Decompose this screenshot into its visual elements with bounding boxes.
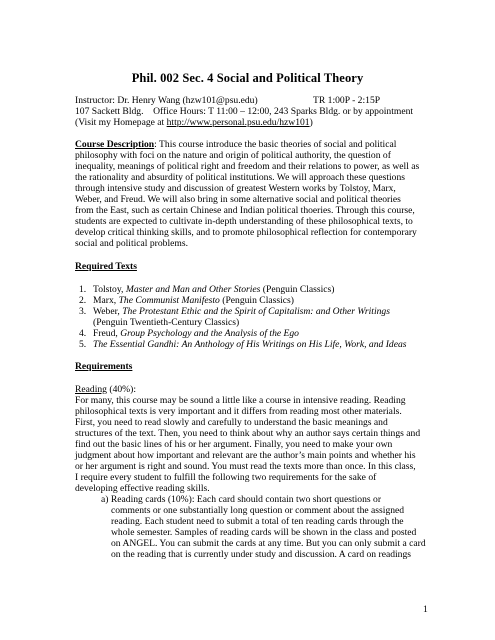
- description-line-4: the rationality and absurdity of political institutions. We will approach these questions: [75, 172, 405, 183]
- reading-line-8: I require every student to fulfill the following two requirements for the sake of: [75, 472, 377, 483]
- homepage-link[interactable]: http://www.personal.psu.edu/hzw101: [166, 117, 310, 128]
- description-line-2: philosophy with foci on the nature and origin of political authority, the question of: [75, 150, 391, 161]
- description-line-9: develop critical thinking skills, and to promote philosophical reflection for contemporary: [75, 227, 417, 238]
- description-line-7: from the East, such as certain Chinese and Indian political thoeries. Through this course,: [75, 205, 415, 216]
- reading-line-9: developing effective reading skills.: [75, 483, 210, 494]
- reading-line-2: philosophical texts is very important and it differs from reading most other materials.: [75, 406, 402, 417]
- list-number: 5.: [79, 339, 87, 350]
- reading-line-5: find out the basic lines of his or her argument. Finally, you need to make your own: [75, 439, 393, 450]
- description-line-5: through intensive study and discussion of greatest Western works by Tolstoy, Marx,: [75, 183, 396, 194]
- cards-line-5: on ANGEL. You can submit the cards at any time. But you can only submit a card: [111, 538, 426, 549]
- homepage-suffix: ): [309, 117, 313, 128]
- publisher: (Penguin Classics): [260, 284, 335, 295]
- book-title: Master and Man and Other Stories: [125, 284, 261, 295]
- reading-label-line: [75, 384, 136, 395]
- list-number: 1.: [79, 284, 87, 295]
- reading-line-3: First, you need to read slowly and carefully to understand the basic meanings and: [75, 417, 388, 428]
- cards-line-2: comments or one substantially long question or comment about the assigned: [111, 505, 405, 516]
- author: Weber,: [93, 306, 123, 317]
- publisher: (Penguin Classics): [219, 295, 294, 306]
- cards-line-3: reading. Each student need to submit a total of ten reading cards through the: [111, 516, 404, 527]
- requirements-heading: Requirements: [75, 361, 133, 372]
- list-item: [75, 284, 435, 295]
- book-title: The Communist Manifesto: [118, 295, 220, 306]
- reading-label: Reading: [75, 384, 107, 395]
- description-line-10: social and political problems.: [75, 238, 188, 249]
- homepage-line: [75, 117, 313, 128]
- list-number: 3.: [79, 306, 87, 317]
- book-title: The Essential Gandhi: An Anthology of His Writings on His Life, Work, and Ideas: [93, 339, 407, 350]
- reading-line-4: structures of the text. Then, you need to think about why an author says certain things and: [75, 428, 421, 439]
- publisher: (Penguin Twentieth-Century Classics): [93, 317, 240, 328]
- instructor-line: Instructor: Dr. Henry Wang (hzw101@psu.edu): [75, 95, 258, 106]
- list-item: [75, 339, 435, 350]
- required-texts-heading: Required Texts: [75, 261, 137, 272]
- homepage-prefix: (Visit my Homepage at: [75, 117, 167, 128]
- page-number: 1: [423, 604, 428, 615]
- list-item: [75, 295, 435, 306]
- description-line-8: students are expected to cultivate in-depth understanding of these philosophical texts, to: [75, 216, 413, 227]
- cards-line-4: whole semester. Samples of reading cards will be shown in the class and posted: [111, 527, 417, 538]
- reading-line-7: or her argument is right and sound. You must read the texts more than once. In this class,: [75, 461, 416, 472]
- class-time: TR 1:00P - 2:15P: [313, 95, 381, 106]
- required-texts-list: [75, 284, 435, 350]
- reading-percent: (40%):: [106, 384, 137, 395]
- cards-line-1: a) Reading cards (10%): Each card should contain two short questions or: [101, 494, 382, 505]
- list-item: [75, 328, 435, 339]
- description-line-6: Weber, and Freud. We will also bring in some alternative social and political theories: [75, 194, 401, 205]
- description-label: Course Description: [75, 139, 155, 150]
- book-title: The Protestant Ethic and the Spirit of Capitalism: and Other Writings: [122, 306, 390, 317]
- author: Tolstoy,: [93, 284, 126, 295]
- list-number: 4.: [79, 328, 87, 339]
- list-number: 2.: [79, 295, 87, 306]
- author: Freud,: [93, 328, 121, 339]
- cards-line-6: on the reading that is currently under study and discussion. A card on readings: [111, 549, 412, 560]
- description-line-1: [75, 139, 396, 150]
- author: Marx,: [93, 295, 119, 306]
- list-item: [75, 306, 435, 328]
- office-line: 107 Sackett Bldg. Office Hours: T 11:00 – 12:00, 243 Sparks Bldg. or by appointment: [75, 106, 414, 117]
- reading-line-1: For many, this course may be sound a little like a course in intensive reading. Reading: [75, 395, 406, 406]
- description-line-3: inequality, meanings of political right and freedom and their relations to power, as well as: [75, 161, 420, 172]
- page-title: Phil. 002 Sec. 4 Social and Political Theory: [131, 71, 364, 85]
- reading-line-6: judgment about how important and relevant are the author’s main points and whether his: [75, 450, 416, 461]
- book-title: Group Psychology and the Analysis of the Ego: [120, 328, 299, 339]
- description-text-1: : This course introduce the basic theories of social and political: [154, 139, 397, 150]
